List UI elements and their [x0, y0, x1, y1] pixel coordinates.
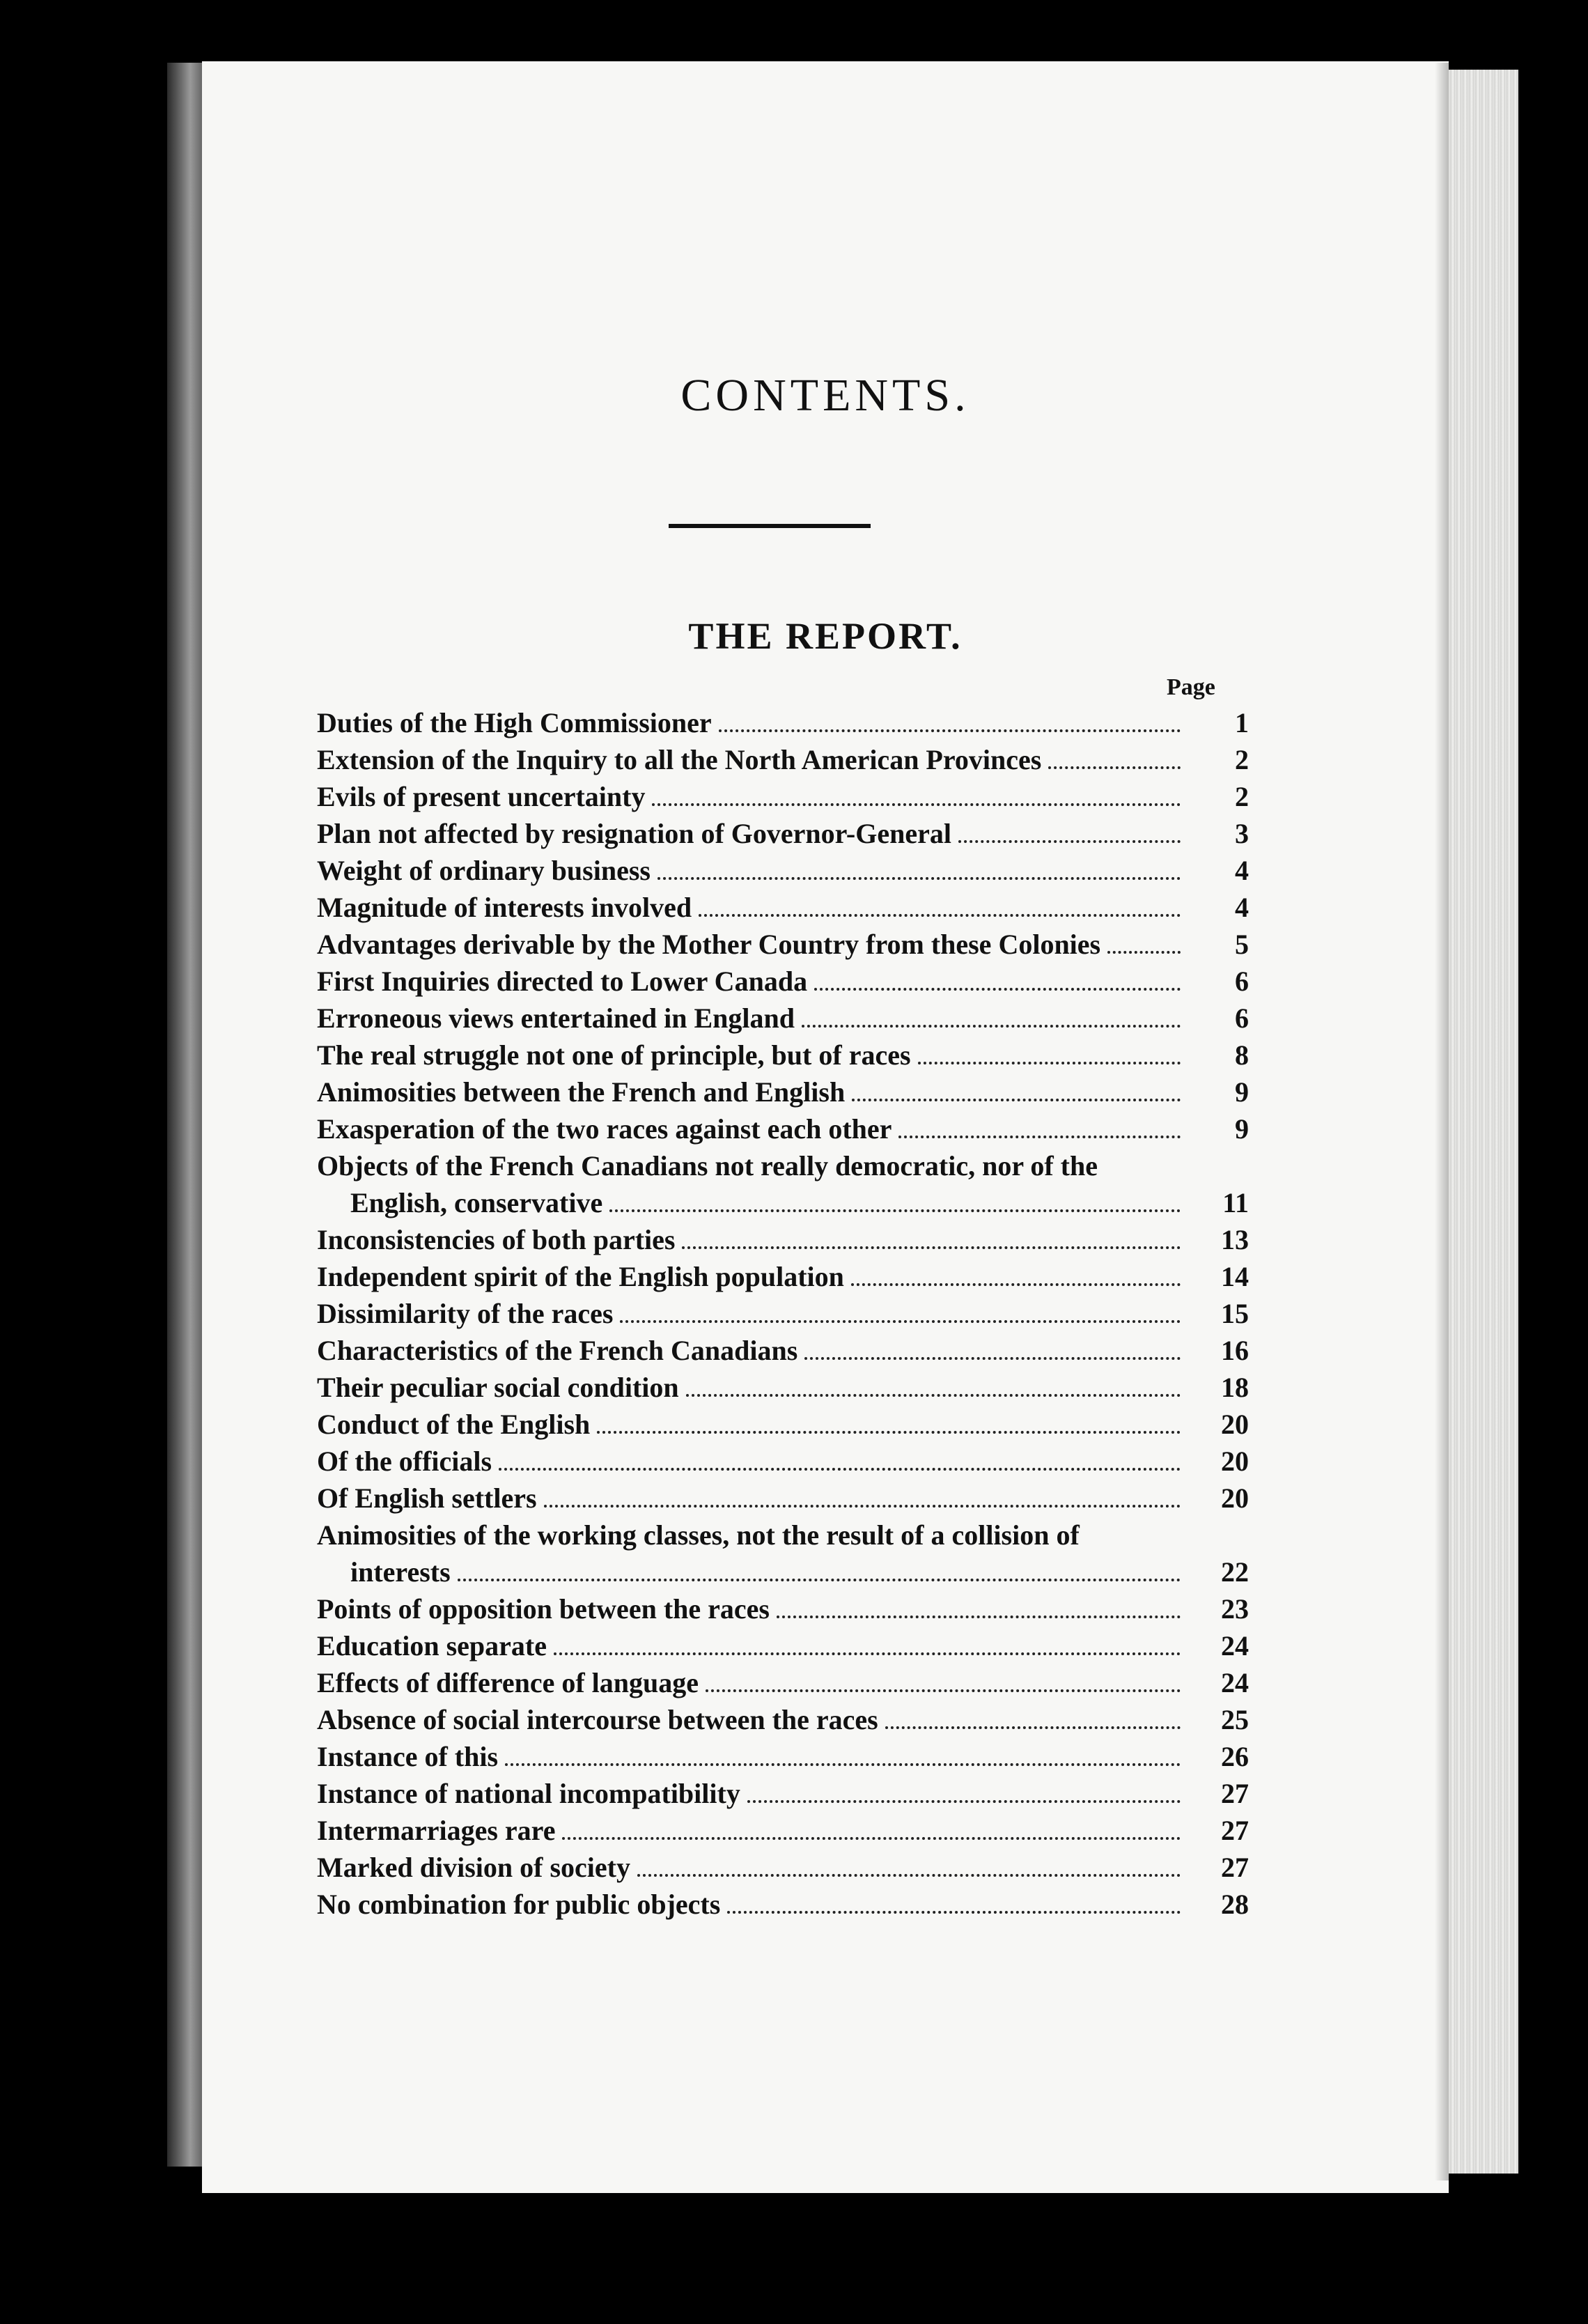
toc-page-number: 18 — [1221, 1372, 1249, 1403]
toc-entry-title: Points of opposition between the races — [317, 1593, 770, 1625]
toc-page-number: 20 — [1221, 1409, 1249, 1440]
toc-entry-title: Advantages derivable by the Mother Country from these Colonies — [317, 929, 1101, 960]
toc-entry-title-continued: interests — [350, 1556, 451, 1588]
table-of-contents — [317, 706, 1250, 1925]
toc-entry-title: Objects of the French Canadians not really democratic, nor of the — [317, 1150, 1098, 1182]
toc-page-number: 4 — [1235, 855, 1249, 886]
toc-entry — [317, 854, 1250, 891]
toc-entry-title: Absence of social intercourse between the races — [317, 1704, 878, 1735]
dot-leader — [620, 1320, 1181, 1323]
toc-entry-title: Effects of difference of language — [317, 1667, 699, 1698]
dot-leader — [851, 1283, 1181, 1286]
toc-entry — [317, 1814, 1250, 1851]
toc-page-number: 4 — [1235, 892, 1249, 923]
toc-page-number: 3 — [1235, 818, 1249, 849]
toc-entry-title: Exasperation of the two races against each other — [317, 1113, 892, 1145]
dot-leader — [727, 1911, 1181, 1914]
page-title: CONTENTS. — [680, 370, 970, 421]
toc-page-number: 20 — [1221, 1446, 1249, 1477]
toc-entry-title: First Inquiries directed to Lower Canada — [317, 966, 808, 997]
dot-leader — [885, 1726, 1181, 1729]
toc-entry-title: Of the officials — [317, 1446, 492, 1477]
toc-entry-title: Conduct of the English — [317, 1409, 591, 1440]
toc-page-number: 5 — [1235, 929, 1249, 960]
toc-entry — [317, 1149, 1250, 1223]
toc-entry-title: Erroneous views entertained in England — [317, 1002, 795, 1034]
toc-entry-title: No combination for public objects — [317, 1889, 721, 1920]
dot-leader — [597, 1431, 1181, 1434]
toc-entry-title: Duties of the High Commissioner — [317, 707, 712, 738]
dot-leader — [777, 1616, 1181, 1618]
dot-leader — [852, 1099, 1181, 1101]
dot-leader — [719, 729, 1181, 732]
dot-leader — [458, 1579, 1181, 1581]
toc-entry — [317, 1260, 1250, 1297]
toc-entry — [317, 1076, 1250, 1113]
toc-entry — [317, 817, 1250, 854]
toc-entry — [317, 1851, 1250, 1888]
toc-entry — [317, 1629, 1250, 1666]
toc-entry-title-continued: English, conservative — [350, 1187, 603, 1218]
toc-entry-title: Extension of the Inquiry to all the North American Provinces — [317, 744, 1042, 775]
toc-entry — [317, 1408, 1250, 1445]
dot-leader — [686, 1394, 1181, 1397]
dot-leader — [918, 1062, 1181, 1064]
toc-page-number: 14 — [1221, 1261, 1249, 1292]
toc-entry — [317, 1371, 1250, 1408]
toc-entry-title: Their peculiar social condition — [317, 1372, 679, 1403]
toc-page-number: 8 — [1235, 1039, 1249, 1071]
toc-entry-title: Animosities of the working classes, not the result of a collision of — [317, 1519, 1080, 1551]
toc-page-number: 15 — [1221, 1298, 1249, 1329]
dot-leader — [554, 1652, 1181, 1655]
toc-entry — [317, 1223, 1250, 1260]
toc-entry-title: Instance of national incompatibility — [317, 1778, 740, 1809]
toc-page-number: 2 — [1235, 744, 1249, 775]
dot-leader — [958, 840, 1181, 843]
dot-leader — [706, 1689, 1181, 1692]
dot-leader — [747, 1800, 1181, 1803]
toc-page-number: 6 — [1235, 1002, 1249, 1034]
toc-entry — [317, 1039, 1250, 1076]
toc-entry — [317, 1519, 1250, 1593]
toc-page-number: 1 — [1235, 707, 1249, 738]
toc-entry-title: Instance of this — [317, 1741, 499, 1772]
dot-leader — [652, 803, 1181, 806]
toc-page-number: 25 — [1221, 1704, 1249, 1735]
toc-page-number: 13 — [1221, 1224, 1249, 1255]
toc-entry-title: The real struggle not one of principle, but of races — [317, 1039, 911, 1071]
dot-leader — [505, 1763, 1181, 1766]
toc-entry-title: Education separate — [317, 1630, 547, 1661]
toc-entry — [317, 891, 1250, 928]
title-rule — [669, 524, 871, 528]
toc-page-number: 23 — [1221, 1593, 1249, 1625]
toc-entry-title: Marked division of society — [317, 1852, 630, 1883]
dot-leader — [682, 1246, 1181, 1249]
toc-page-number: 27 — [1221, 1815, 1249, 1846]
toc-entry-title: Plan not affected by resignation of Governor-General — [317, 818, 951, 849]
toc-entry — [317, 1777, 1250, 1814]
toc-entry-title: Intermarriages rare — [317, 1815, 556, 1846]
toc-page-number: 9 — [1235, 1113, 1249, 1145]
dot-leader — [802, 1025, 1181, 1028]
dot-leader — [1107, 951, 1181, 954]
toc-entry-title: Dissimilarity of the races — [317, 1298, 614, 1329]
toc-page-number: 24 — [1221, 1630, 1249, 1661]
toc-entry-title: Weight of ordinary business — [317, 855, 651, 886]
toc-page-number: 20 — [1221, 1482, 1249, 1514]
toc-page-number: 11 — [1222, 1187, 1249, 1218]
toc-page-number: 27 — [1221, 1852, 1249, 1883]
dot-leader — [814, 988, 1181, 991]
dot-leader — [562, 1837, 1181, 1840]
toc-page-number: 24 — [1221, 1667, 1249, 1698]
toc-entry — [317, 1593, 1250, 1629]
toc-page-number: 28 — [1221, 1889, 1249, 1920]
toc-entry — [317, 1334, 1250, 1371]
page-column-header: Page — [1167, 674, 1215, 700]
toc-page-number: 27 — [1221, 1778, 1249, 1809]
toc-page-number: 26 — [1221, 1741, 1249, 1772]
dot-leader — [637, 1874, 1181, 1877]
toc-entry — [317, 1002, 1250, 1039]
toc-entry — [317, 965, 1250, 1002]
toc-entry-title: Magnitude of interests involved — [317, 892, 692, 923]
toc-entry-title: Animosities between the French and English — [317, 1076, 846, 1108]
dot-leader — [1048, 766, 1181, 769]
toc-entry — [317, 780, 1250, 817]
dot-leader — [699, 914, 1181, 917]
toc-entry — [317, 1113, 1250, 1149]
toc-entry — [317, 1703, 1250, 1740]
toc-page-number: 22 — [1221, 1556, 1249, 1588]
toc-entry — [317, 1888, 1250, 1925]
toc-entry — [317, 1740, 1250, 1777]
toc-page-number: 6 — [1235, 966, 1249, 997]
toc-entry — [317, 743, 1250, 780]
dot-leader — [657, 877, 1181, 880]
toc-entry — [317, 1445, 1250, 1482]
toc-entry — [317, 928, 1250, 965]
toc-entry — [317, 1297, 1250, 1334]
toc-entry — [317, 1482, 1250, 1519]
dot-leader — [609, 1209, 1181, 1212]
toc-entry-title: Evils of present uncertainty — [317, 781, 646, 812]
toc-entry-title: Characteristics of the French Canadians — [317, 1335, 798, 1366]
toc-entry-title: Inconsistencies of both parties — [317, 1224, 676, 1255]
toc-entry — [317, 1666, 1250, 1703]
dot-leader — [499, 1468, 1181, 1471]
toc-entry — [317, 706, 1250, 743]
book-fore-edge — [1449, 70, 1518, 2174]
dot-leader — [804, 1357, 1181, 1360]
dot-leader — [544, 1505, 1181, 1508]
toc-entry-title: Of English settlers — [317, 1482, 537, 1514]
toc-entry-title: Independent spirit of the English population — [317, 1261, 844, 1292]
dot-leader — [898, 1136, 1181, 1138]
toc-page-number: 16 — [1221, 1335, 1249, 1366]
toc-page-number: 2 — [1235, 781, 1249, 812]
section-title: THE REPORT. — [688, 615, 963, 657]
toc-page-number: 9 — [1235, 1076, 1249, 1108]
